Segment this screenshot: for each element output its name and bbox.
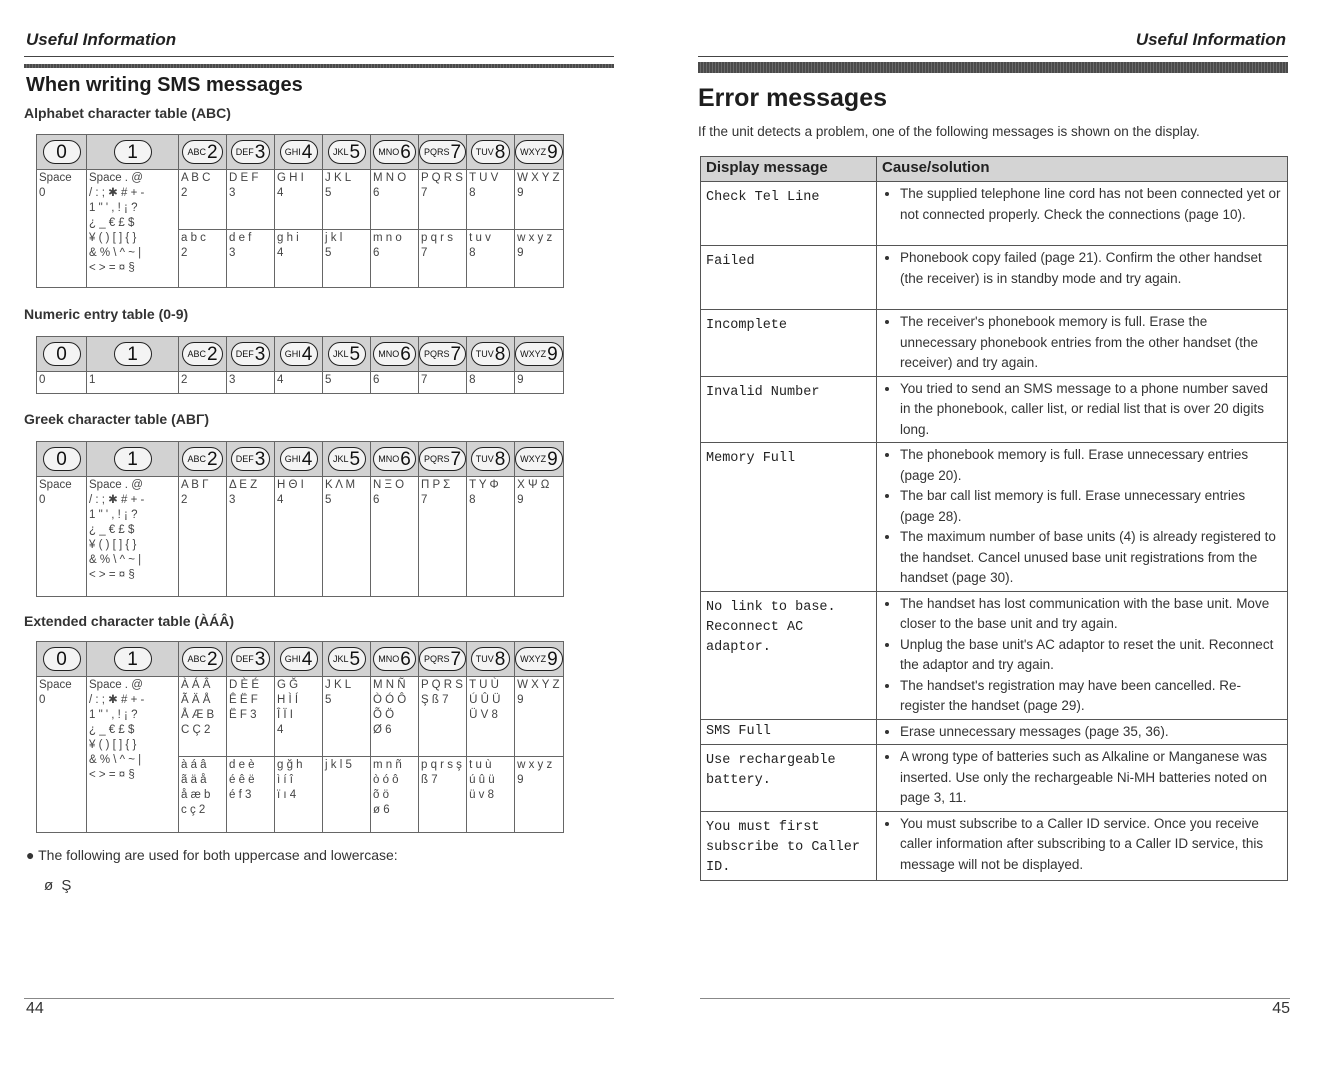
key-letters: ABC (187, 653, 206, 664)
key-letters: JKL (332, 146, 349, 157)
cause-solution (877, 246, 1288, 310)
char-cell: p q r s ş ß 7 (419, 757, 467, 833)
left-title-bar (24, 64, 614, 68)
cause-solution (877, 182, 1288, 246)
key-digit: 7 (450, 448, 462, 470)
cause-item: • Phonebook copy failed (page 21). Confirm the other handset (the receiver) is in standby mode and try again. (900, 248, 1282, 289)
error-table-header (701, 157, 1288, 182)
char-cell: d e è é ê ë é f 3 (227, 757, 275, 833)
key-digit: 6 (400, 648, 411, 670)
dial-key-0-icon (43, 342, 81, 366)
key-digit: 4 (301, 141, 313, 163)
key-cell (467, 135, 515, 170)
dial-key-4-icon (280, 140, 318, 164)
key-letters: WXYZ (520, 348, 547, 359)
dial-key-3-icon (231, 447, 271, 471)
key-digit: 6 (400, 141, 411, 163)
char-cell: 9 (515, 372, 564, 394)
dial-key-8-icon (471, 647, 511, 671)
case-note-text: The following are used for both uppercase and lowercase: (38, 847, 398, 863)
key-digit: 0 (56, 448, 67, 470)
dial-key-5-icon (328, 447, 366, 471)
key-cell (515, 135, 564, 170)
char-cell: g ğ h ì í î ï ı 4 (275, 757, 323, 833)
key-cell (467, 642, 515, 677)
numeric-table-heading: Numeric entry table (0-9) (24, 306, 189, 322)
key-digit: 8 (494, 343, 506, 365)
char-cell: T U V 8 (467, 170, 515, 230)
dial-key-6-icon (373, 140, 416, 164)
key-letters: GHI (284, 146, 301, 157)
key-cell (37, 442, 87, 477)
greek-table-heading: Greek character table (ΑΒΓ) (24, 411, 210, 427)
error-row (701, 719, 1288, 745)
greek-character-table (36, 441, 564, 597)
char-cell: Κ Λ Μ 5 (323, 477, 371, 597)
key-digit: 1 (127, 648, 138, 670)
display-message: Invalid Number (701, 376, 877, 443)
key-digit: 4 (301, 343, 313, 365)
char-cell: j k l 5 (323, 757, 371, 833)
char-cell: G H I 4 (275, 170, 323, 230)
display-message: Memory Full (701, 443, 877, 592)
key-digit: 8 (494, 448, 506, 470)
dial-key-0-icon (43, 447, 81, 471)
page-number-left: 44 (26, 1000, 44, 1017)
cause-solution (877, 811, 1288, 880)
char-cell: G Ğ H Ì Í Î Ï I 4 (275, 677, 323, 757)
dial-key-4-icon (280, 447, 318, 471)
error-section-title: Error messages (698, 84, 888, 112)
key-letters: JKL (332, 453, 349, 464)
key-cell (419, 337, 467, 372)
char-cell: t u v 8 (467, 230, 515, 288)
error-row (701, 745, 1288, 812)
error-row (701, 591, 1288, 719)
char-cell: P Q R S Ş ß 7 (419, 677, 467, 757)
key-letters: WXYZ (520, 453, 547, 464)
dial-key-3-icon (231, 342, 271, 366)
key-letters: GHI (284, 453, 301, 464)
char-cell: Space 0 (37, 477, 87, 597)
alphabet-table-heading: Alphabet character table (ABC) (24, 105, 231, 121)
key-letters: MNO (378, 348, 400, 359)
cause-item: • The phonebook memory is full. Erase unnecessary entries (page 20). (900, 445, 1282, 486)
display-message: Check Tel Line (701, 182, 877, 246)
key-letters: GHI (284, 653, 301, 664)
key-letters: PQRS (424, 453, 450, 464)
key-cell (179, 337, 227, 372)
key-letters: PQRS (424, 348, 450, 359)
extended-character-table (36, 641, 564, 833)
dial-key-2-icon (182, 447, 222, 471)
key-cell (37, 135, 87, 170)
key-cell (419, 642, 467, 677)
key-cell (467, 337, 515, 372)
cause-item: • You must subscribe to a Caller ID service. Once you receive caller information after subscribing to a Caller ID service, this message will not be displayed. (900, 814, 1282, 876)
key-digit: 1 (127, 448, 138, 470)
char-cell: 1 (87, 372, 179, 394)
key-digit: 5 (349, 343, 361, 365)
extended-table-heading: Extended character table (ÀÁÂ) (24, 613, 235, 629)
dial-key-1-icon (114, 647, 152, 671)
key-cell (275, 642, 323, 677)
char-cell: Τ Υ Φ 8 (467, 477, 515, 597)
char-cell: Χ Ψ Ω 9 (515, 477, 564, 597)
cause-list (882, 747, 1282, 809)
left-header-rule (24, 56, 614, 57)
char-cell: Ν Ξ Ο 6 (371, 477, 419, 597)
key-digit: 7 (450, 343, 462, 365)
right-header-rule (698, 56, 1288, 57)
key-letters: TUV (475, 453, 494, 464)
key-cell (371, 337, 419, 372)
dial-key-6-icon (373, 647, 416, 671)
key-digit: 3 (254, 648, 266, 670)
cause-item: • Unplug the base unit's AC adaptor to reset the unit. Reconnect the adaptor and try again. (900, 635, 1282, 676)
key-letters: TUV (475, 146, 494, 157)
dial-key-1-icon (114, 140, 152, 164)
error-row (701, 376, 1288, 443)
key-digit: 2 (206, 343, 218, 365)
cause-list (882, 722, 1282, 743)
right-footer-rule (700, 998, 1290, 999)
char-cell: g h i 4 (275, 230, 323, 288)
dial-key-4-icon (280, 647, 318, 671)
sms-section-title: When writing SMS messages (26, 74, 303, 96)
char-cell: Space . @ / : ; ✱ # + - 1 " ' , ! ¡ ? ¿ _ € £ $ ¥ ( ) [ ] { } & % \ ^ ~ | < > = ¤ § (87, 477, 179, 597)
key-cell (323, 442, 371, 477)
cause-solution (877, 719, 1288, 745)
key-cell (323, 337, 371, 372)
cause-list (882, 248, 1282, 289)
dial-key-7-icon (419, 647, 466, 671)
char-cell: w x y z 9 (515, 757, 564, 833)
key-cell (227, 442, 275, 477)
char-cell: d e f 3 (227, 230, 275, 288)
case-note-chars: ø Ş (44, 877, 74, 894)
char-cell: 3 (227, 372, 275, 394)
numeric-entry-table (36, 336, 564, 394)
char-cell: T U Ù Ú Û Ü Ü V 8 (467, 677, 515, 757)
key-cell (227, 337, 275, 372)
char-cell: à á â ã ä å å æ b c ç 2 (179, 757, 227, 833)
key-letters: TUV (475, 348, 494, 359)
cause-item: • The maximum number of base units (4) is already registered to the handset. Cancel unused base unit registrations from the handset (page 30). (900, 527, 1282, 589)
dial-key-5-icon (328, 342, 366, 366)
cause-list (882, 594, 1282, 717)
key-letters: MNO (378, 653, 400, 664)
char-cell: t u ù ú û ü ü v 8 (467, 757, 515, 833)
key-digit: 3 (254, 141, 266, 163)
dial-key-6-icon (373, 447, 416, 471)
key-cell (87, 642, 179, 677)
dial-key-9-icon (515, 447, 563, 471)
key-cell (419, 442, 467, 477)
key-letters: WXYZ (520, 146, 547, 157)
cause-solution (877, 376, 1288, 443)
cause-item: • You tried to send an SMS message to a phone number saved in the phonebook, caller list, or redial list that is over 20 digits long. (900, 379, 1282, 441)
key-letters: MNO (378, 146, 400, 157)
dial-key-8-icon (471, 447, 511, 471)
key-cell (275, 442, 323, 477)
key-row (37, 442, 564, 477)
dial-key-0-icon (43, 647, 81, 671)
key-letters: ABC (187, 453, 206, 464)
key-digit: 5 (349, 141, 361, 163)
cause-solution (877, 310, 1288, 377)
key-row (37, 135, 564, 170)
cause-solution (877, 591, 1288, 719)
error-intro: If the unit detects a problem, one of the following messages is shown on the display. (698, 124, 1200, 139)
left-header: Useful Information (26, 30, 177, 49)
key-cell (87, 442, 179, 477)
char-cell: m n ñ ò ó ô õ ö ø 6 (371, 757, 419, 833)
dial-key-3-icon (231, 140, 271, 164)
key-letters: JKL (332, 653, 349, 664)
key-cell (87, 135, 179, 170)
char-cell: J K L 5 (323, 677, 371, 757)
key-cell (515, 442, 564, 477)
display-message: Use rechargeable battery. (701, 745, 877, 812)
error-row (701, 310, 1288, 377)
key-digit: 2 (206, 648, 218, 670)
dial-key-5-icon (328, 140, 366, 164)
key-letters: JKL (332, 348, 349, 359)
char-cell: 7 (419, 372, 467, 394)
char-cell: A B C 2 (179, 170, 227, 230)
case-note (26, 847, 398, 863)
cause-item: • The supplied telephone line cord has not been connected yet or not connected properly. Check the connections (page 10). (900, 184, 1282, 225)
key-digit: 9 (547, 141, 558, 163)
key-cell (227, 642, 275, 677)
key-cell (179, 442, 227, 477)
dial-key-7-icon (419, 140, 466, 164)
key-cell (419, 135, 467, 170)
key-letters: PQRS (424, 146, 450, 157)
char-cell: P Q R S 7 (419, 170, 467, 230)
right-header: Useful Information (1135, 30, 1286, 49)
key-digit: 4 (301, 648, 313, 670)
key-digit: 5 (349, 648, 361, 670)
key-cell (371, 135, 419, 170)
key-cell (179, 135, 227, 170)
key-digit: 0 (56, 141, 67, 163)
key-digit: 5 (349, 448, 361, 470)
char-cell: Α Β Γ 2 (179, 477, 227, 597)
dial-key-7-icon (419, 342, 466, 366)
char-cell: 6 (371, 372, 419, 394)
char-cell: D È É Ê Ë F Ë F 3 (227, 677, 275, 757)
key-digit: 7 (450, 648, 462, 670)
dial-key-9-icon (515, 140, 563, 164)
key-cell (87, 337, 179, 372)
char-cell: Space 0 (37, 170, 87, 288)
key-cell (227, 135, 275, 170)
key-digit: 1 (127, 141, 138, 163)
cause-item: • The handset has lost communication with the base unit. Move closer to the base unit and try again. (900, 594, 1282, 635)
dial-key-9-icon (515, 342, 563, 366)
char-cell: a b c 2 (179, 230, 227, 288)
key-digit: 8 (494, 141, 506, 163)
dial-key-1-icon (114, 342, 152, 366)
char-cell: Π Ρ Σ 7 (419, 477, 467, 597)
key-digit: 9 (547, 448, 558, 470)
key-letters: ABC (187, 348, 206, 359)
key-digit: 3 (254, 343, 266, 365)
char-cell: M N O 6 (371, 170, 419, 230)
key-letters: TUV (475, 653, 494, 664)
char-cell: 8 (467, 372, 515, 394)
cause-item: • The handset's registration may have been cancelled. Re-register the handset (page 29). (900, 676, 1282, 717)
key-digit: 8 (494, 648, 506, 670)
char-cell: m n o 6 (371, 230, 419, 288)
char-cell: p q r s 7 (419, 230, 467, 288)
col-display-message: Display message (701, 157, 877, 182)
char-cell: J K L 5 (323, 170, 371, 230)
dial-key-9-icon (515, 647, 563, 671)
key-letters: DEF (235, 453, 254, 464)
display-message: You must first subscribe to Caller ID. (701, 811, 877, 880)
key-digit: 6 (400, 448, 411, 470)
cause-solution (877, 443, 1288, 592)
char-cell: 4 (275, 372, 323, 394)
char-cell: Space . @ / : ; ✱ # + - 1 " ' , ! ¡ ? ¿ _ € £ $ ¥ ( ) [ ] { } & % \ ^ ~ | < > = ¤ § (87, 170, 179, 288)
key-letters: DEF (235, 348, 254, 359)
dial-key-0-icon (43, 140, 81, 164)
key-cell (515, 642, 564, 677)
error-messages-table (700, 156, 1288, 881)
dial-key-2-icon (182, 140, 222, 164)
key-letters: WXYZ (520, 653, 547, 664)
char-cell: À Á Â Ã Ä Å Å Æ B C Ç 2 (179, 677, 227, 757)
key-row (37, 642, 564, 677)
cause-list (882, 445, 1282, 589)
key-row (37, 337, 564, 372)
error-row (701, 443, 1288, 592)
char-cell: Η Θ Ι 4 (275, 477, 323, 597)
error-row (701, 246, 1288, 310)
error-row (701, 811, 1288, 880)
key-cell (515, 337, 564, 372)
left-footer-rule (24, 998, 614, 999)
key-digit: 3 (254, 448, 266, 470)
key-digit: 9 (547, 648, 558, 670)
key-cell (467, 442, 515, 477)
key-letters: PQRS (424, 653, 450, 664)
key-letters: DEF (235, 146, 254, 157)
key-digit: 1 (127, 343, 138, 365)
char-row (37, 170, 564, 230)
cause-solution (877, 745, 1288, 812)
dial-key-7-icon (419, 447, 466, 471)
cause-list (882, 312, 1282, 374)
col-cause-solution: Cause/solution (877, 157, 1288, 182)
cause-item: • Erase unnecessary messages (page 35, 36). (900, 722, 1282, 743)
char-cell: w x y z 9 (515, 230, 564, 288)
char-row (37, 477, 564, 597)
char-row (37, 677, 564, 757)
error-row (701, 182, 1288, 246)
key-digit: 0 (56, 648, 67, 670)
key-cell (179, 642, 227, 677)
key-cell (37, 642, 87, 677)
cause-item: • The bar call list memory is full. Erase unnecessary entries (page 28). (900, 486, 1282, 527)
key-cell (275, 135, 323, 170)
char-cell: W X Y Z 9 (515, 170, 564, 230)
key-letters: GHI (284, 348, 301, 359)
key-digit: 2 (206, 448, 218, 470)
key-letters: DEF (235, 653, 254, 664)
dial-key-8-icon (471, 140, 511, 164)
display-message: SMS Full (701, 719, 877, 745)
key-cell (275, 337, 323, 372)
key-letters: MNO (378, 453, 400, 464)
key-digit: 0 (56, 343, 67, 365)
cause-list (882, 379, 1282, 441)
right-title-bar (698, 62, 1288, 73)
dial-key-3-icon (231, 647, 271, 671)
bullet-icon: ● (26, 847, 35, 863)
char-cell: W X Y Z 9 (515, 677, 564, 757)
char-cell: 2 (179, 372, 227, 394)
key-digit: 9 (547, 343, 558, 365)
char-cell: 0 (37, 372, 87, 394)
dial-key-4-icon (280, 342, 318, 366)
key-cell (371, 442, 419, 477)
display-message: Incomplete (701, 310, 877, 377)
char-row (37, 372, 564, 394)
key-cell (371, 642, 419, 677)
dial-key-6-icon (373, 342, 416, 366)
dial-key-8-icon (471, 342, 511, 366)
char-cell: D E F 3 (227, 170, 275, 230)
cause-item: • The receiver's phonebook memory is full. Erase the unnecessary phonebook entries from the other handset (the receiver) and try again. (900, 312, 1282, 374)
cause-item: • A wrong type of batteries such as Alkaline or Manganese was inserted. Use only the rechargeable Ni-MH batteries noted on page 3, 11. (900, 747, 1282, 809)
char-cell: M N Ñ Ò Ó Ô Õ Ö Ø 6 (371, 677, 419, 757)
key-cell (323, 135, 371, 170)
display-message: No link to base. Reconnect AC adaptor. (701, 591, 877, 719)
char-cell: Δ Ε Ζ 3 (227, 477, 275, 597)
key-cell (37, 337, 87, 372)
dial-key-5-icon (328, 647, 366, 671)
cause-list (882, 814, 1282, 876)
alphabet-character-table (36, 134, 564, 288)
page-number-right: 45 (1272, 1000, 1290, 1017)
cause-list (882, 184, 1282, 225)
char-cell: 5 (323, 372, 371, 394)
dial-key-2-icon (182, 342, 222, 366)
dial-key-1-icon (114, 447, 152, 471)
key-letters: ABC (187, 146, 206, 157)
char-cell: Space . @ / : ; ✱ # + - 1 " ' , ! ¡ ? ¿ _ € £ $ ¥ ( ) [ ] { } & % \ ^ ~ | < > = ¤ § (87, 677, 179, 833)
dial-key-2-icon (182, 647, 222, 671)
display-message: Failed (701, 246, 877, 310)
key-digit: 2 (206, 141, 218, 163)
char-cell: Space 0 (37, 677, 87, 833)
key-digit: 4 (301, 448, 313, 470)
key-digit: 6 (400, 343, 411, 365)
key-cell (323, 642, 371, 677)
key-digit: 7 (450, 141, 462, 163)
char-cell: j k l 5 (323, 230, 371, 288)
